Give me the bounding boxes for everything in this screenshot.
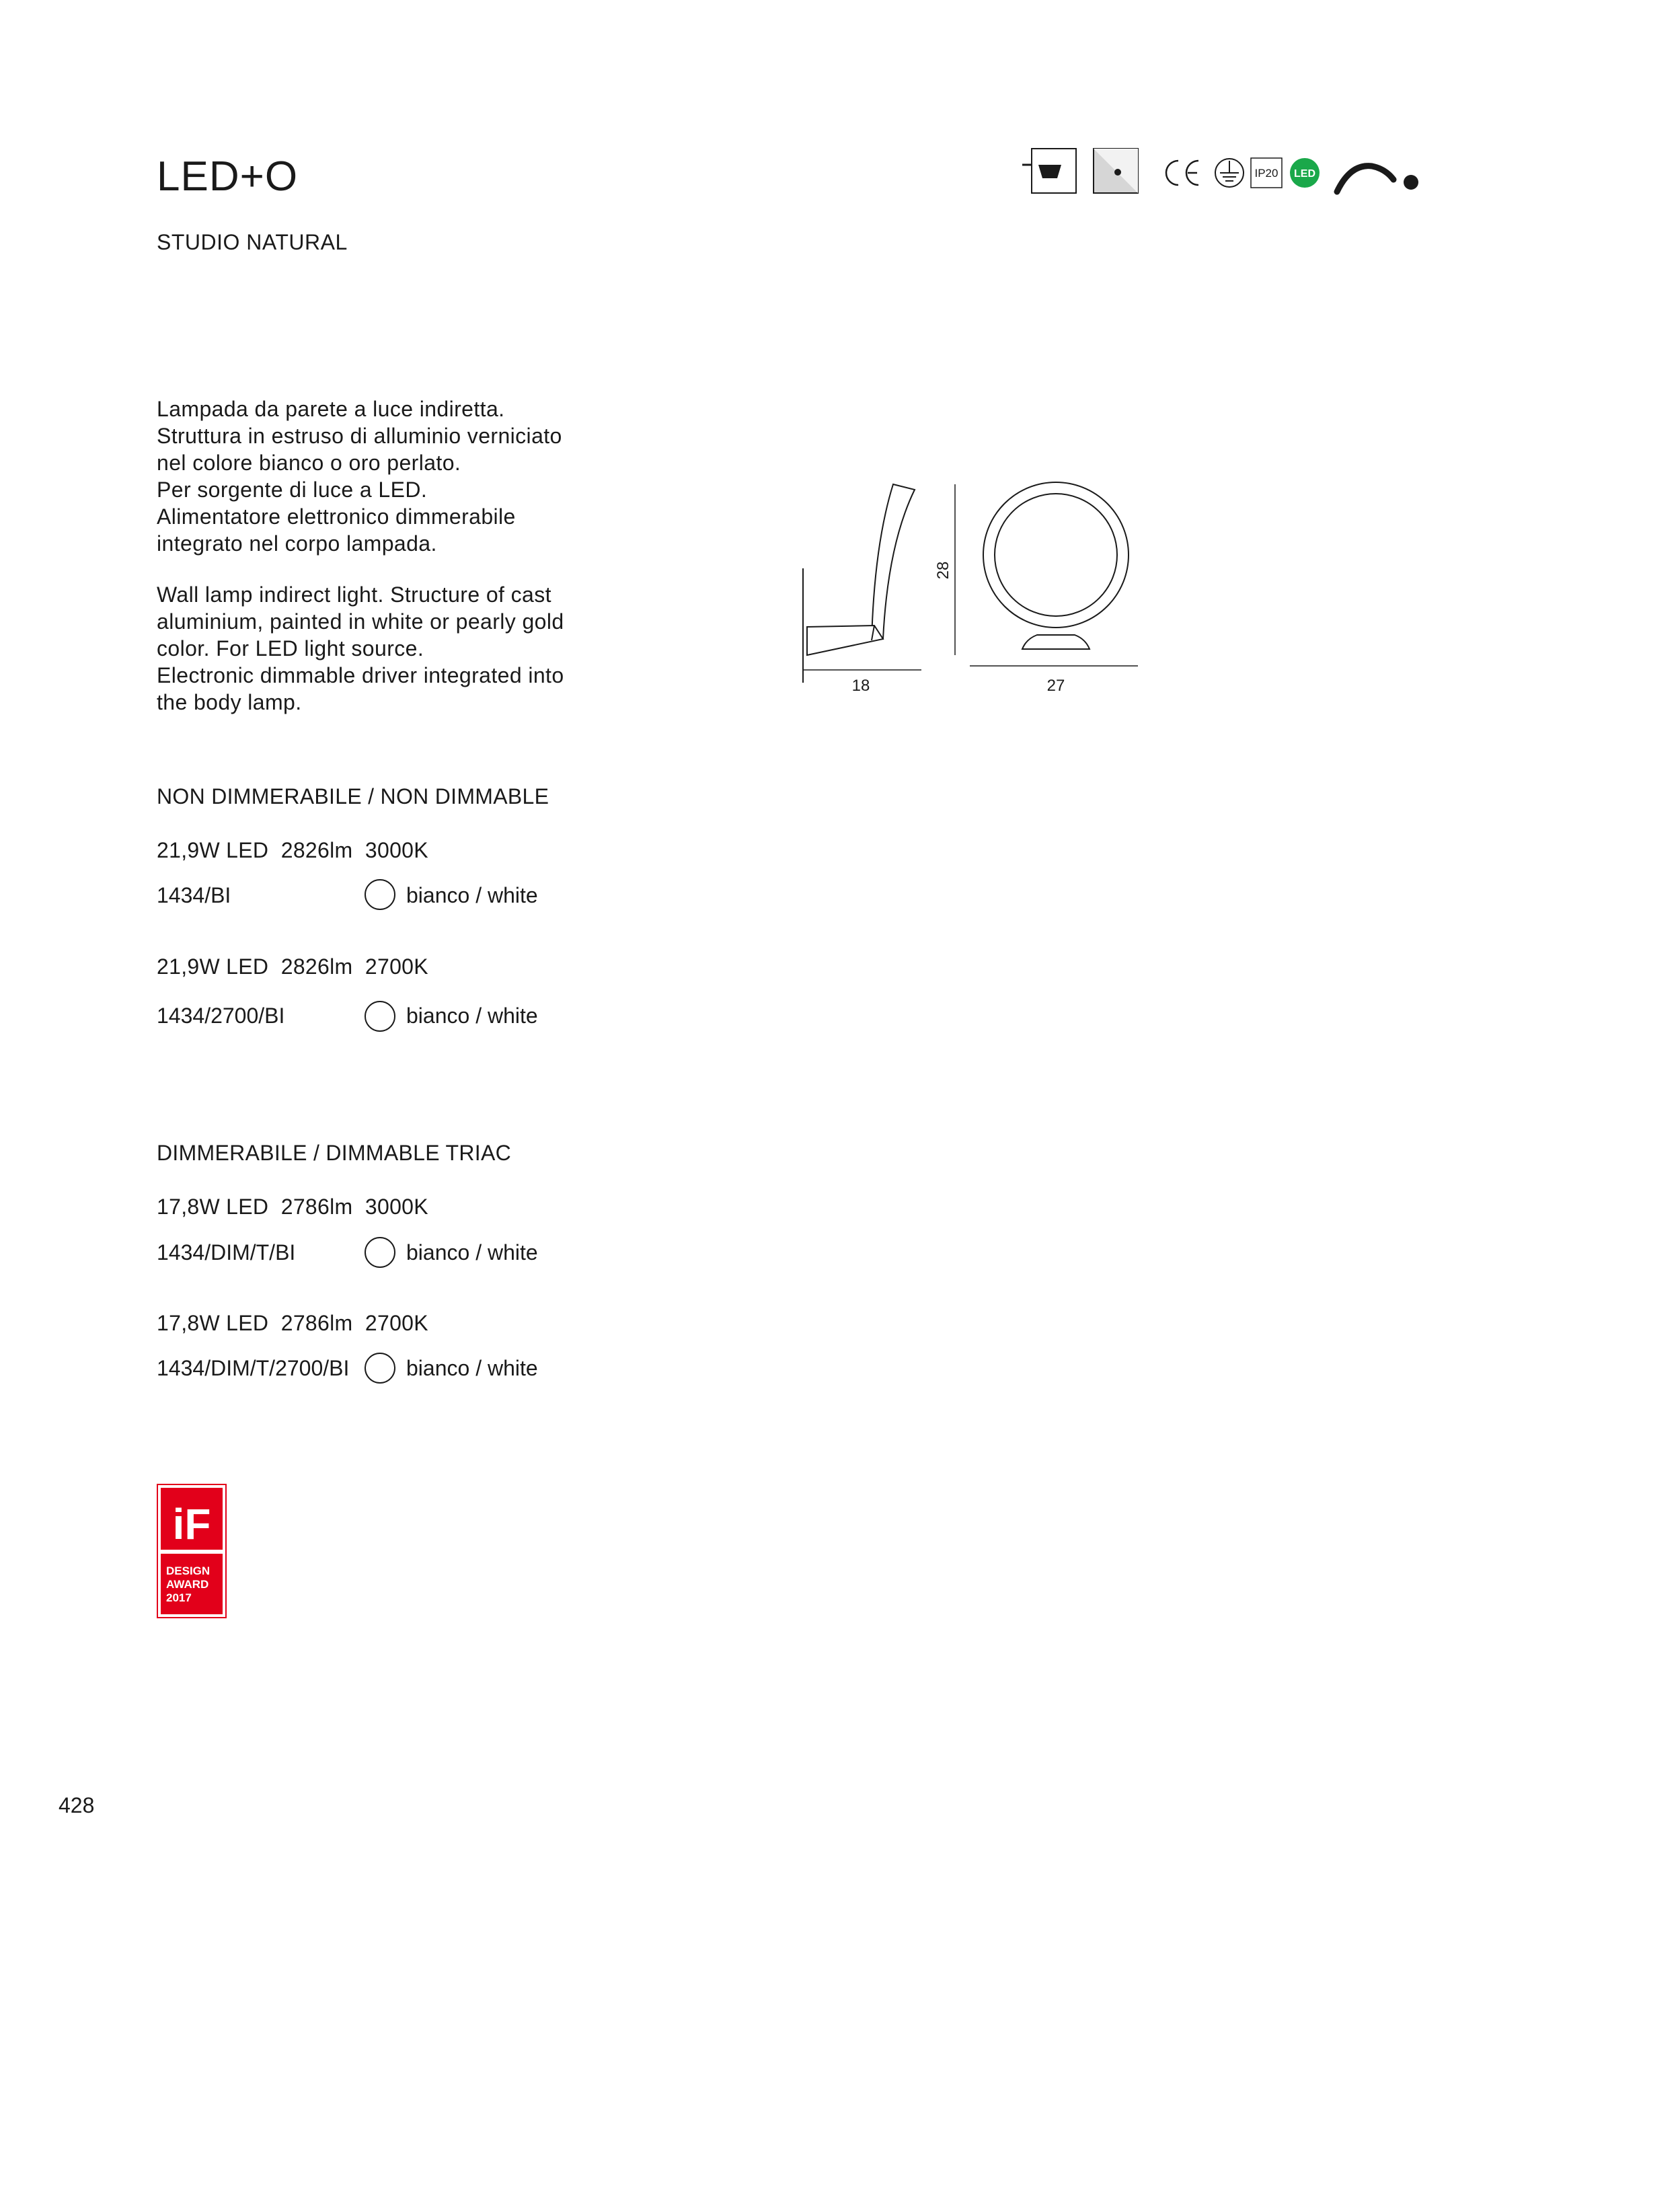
description-line: Per sorgente di luce a LED.: [157, 478, 428, 502]
description-it: [157, 395, 627, 557]
technical-drawing: [787, 471, 1150, 700]
description-line: nel colore bianco o oro perlato.: [157, 451, 461, 475]
led-badge-icon: [1290, 158, 1320, 188]
variant-lumen: 2786lm: [280, 1311, 353, 1335]
product-title: LED+O: [157, 153, 299, 200]
variant-spec: [157, 1196, 428, 1217]
side-view-drawing: [803, 484, 921, 695]
dimension-front-width: 27: [1046, 677, 1065, 695]
finish-swatch-white: [365, 1353, 395, 1384]
award-line: AWARD: [166, 1578, 209, 1591]
variant-cct: 2700K: [365, 954, 428, 979]
if-design-award-badge: [157, 1484, 227, 1618]
description-line: the body lamp.: [157, 690, 302, 714]
variant-power: 21,9W LED: [157, 954, 269, 979]
description-en: [157, 581, 627, 716]
variant-lumen: 2826lm: [280, 954, 353, 979]
variant-lumen: 2786lm: [280, 1195, 353, 1219]
led-badge-label: LED: [1294, 168, 1315, 180]
finish-swatch-white: [365, 1237, 395, 1268]
variant-finish: bianco / white: [406, 1356, 538, 1380]
variant-power: 17,8W LED: [157, 1311, 269, 1335]
description-line: Lampada da parete a luce indiretta.: [157, 397, 505, 421]
description-line: Struttura in estruso di alluminio verniciato: [157, 424, 562, 448]
dimension-side-width: 18: [851, 677, 870, 695]
variant-cct: 3000K: [365, 1195, 428, 1219]
if-logo-text: iF: [172, 1500, 211, 1548]
variant-finish: bianco / white: [406, 883, 538, 907]
product-designer: STUDIO NATURAL: [157, 230, 348, 254]
variant-finish: bianco / white: [406, 1240, 538, 1265]
description-line: Electronic dimmable driver integrated into: [157, 663, 564, 687]
variant-lumen: 2826lm: [280, 838, 353, 862]
ip-rating-icon: [1251, 158, 1282, 188]
earth-ground-icon: [1215, 159, 1244, 187]
wall-lamp-icon: [1022, 149, 1076, 193]
page-number: 428: [59, 1793, 95, 1817]
award-line: 2017: [166, 1591, 192, 1604]
award-line: DESIGN: [166, 1564, 211, 1577]
variant-spec: [157, 839, 428, 861]
finish-swatch-white: [365, 879, 395, 910]
variant-code: 1434/2700/BI: [157, 1004, 285, 1028]
front-view-drawing: [934, 482, 1138, 695]
variant-cct: 2700K: [365, 1311, 428, 1335]
variant-code: 1434/BI: [157, 883, 231, 907]
dimmer-icon: [1337, 166, 1418, 192]
variant-power: 21,9W LED: [157, 838, 269, 862]
variant-power: 17,8W LED: [157, 1195, 269, 1219]
icon-strip: [1022, 145, 1426, 198]
description-line: Alimentatore elettronico dimmerabile: [157, 504, 516, 529]
description-line: Wall lamp indirect light. Structure of cast: [157, 582, 551, 607]
description-line: color. For LED light source.: [157, 636, 424, 661]
description-line: integrato nel corpo lampada.: [157, 531, 437, 556]
variant-code: 1434/DIM/T/2700/BI: [157, 1356, 350, 1380]
ce-mark-icon: [1166, 161, 1198, 185]
section-heading-dimmable: DIMMERABILE / DIMMABLE TRIAC: [157, 1141, 512, 1165]
variant-cct: 3000K: [365, 838, 428, 862]
description-line: aluminium, painted in white or pearly gold: [157, 609, 564, 634]
variant-code: 1434/DIM/T/BI: [157, 1240, 296, 1265]
finish-swatch-white: [365, 1001, 395, 1032]
wall-mount-icon: [1094, 149, 1138, 193]
variant-spec: [157, 956, 428, 977]
dimension-height: 28: [934, 561, 952, 580]
section-heading-non-dimmable: NON DIMMERABILE / NON DIMMABLE: [157, 784, 549, 808]
variant-finish: bianco / white: [406, 1004, 538, 1028]
variant-spec: [157, 1312, 428, 1334]
ip-rating-label: IP20: [1254, 167, 1278, 180]
